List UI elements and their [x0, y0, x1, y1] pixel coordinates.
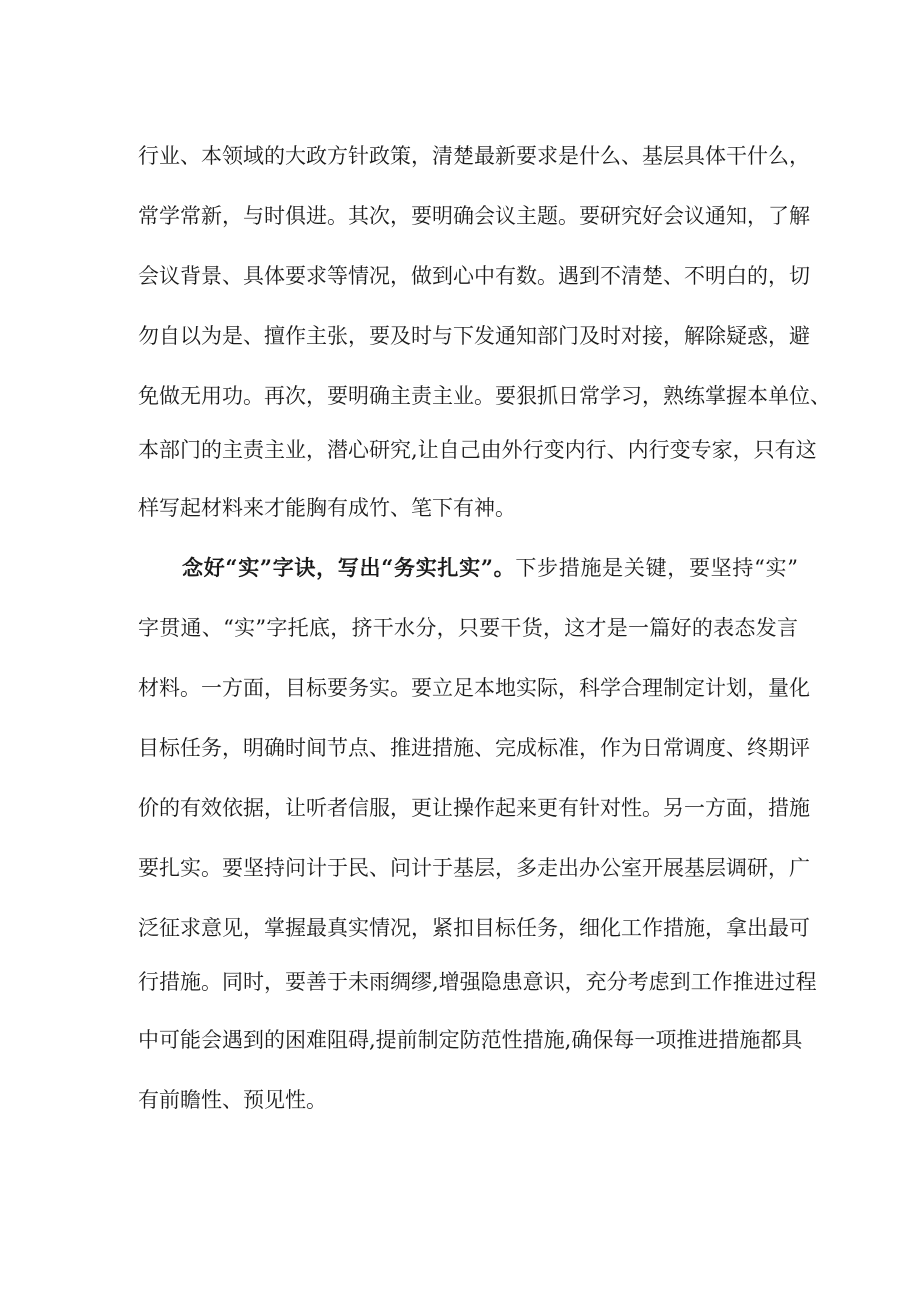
paragraph-1-line-7: 样写起材料来才能胸有成竹、笔下有神。 [138, 496, 516, 520]
paragraph-1-line-5: 免做无用功。再次，要明确主责主业。要狠抓日常学习，熟练掌握本单位、 [138, 384, 831, 408]
paragraph-2-line-5: 价的有效依据，让听者信服，更让操作起来更有针对性。另一方面，措施 [138, 796, 810, 820]
paragraph-1-line-1: 行业、本领域的大政方针政策，清楚最新要求是什么、基层具体干什么， [138, 144, 810, 168]
paragraph-2-line-2: 字贯通、“实”字托底，挤干水分，只要干货，这才是一篇好的表态发言 [138, 616, 798, 640]
paragraph-2-line-6: 要扎实。要坚持问计于民、问计于基层，多走出办公室开展基层调研，广 [138, 856, 810, 880]
paragraph-1-line-3: 会议背景、具体要求等情况，做到心中有数。遇到不清楚、不明白的，切 [138, 264, 810, 288]
paragraph-2-line-1-rest: 下步措施是关键，要坚持“实” [515, 556, 798, 580]
paragraph-2-line-4: 目标任务，明确时间节点、推进措施、完成标准，作为日常调度、终期评 [138, 736, 810, 760]
paragraph-1-line-2: 常学常新，与时俱进。其次，要明确会议主题。要研究好会议通知，了解 [138, 204, 810, 228]
paragraph-2-line-8: 行措施。同时，要善于未雨绸缪,增强隐患意识，充分考虑到工作推进过程 [138, 970, 817, 994]
paragraph-2-line-1 [182, 553, 798, 583]
paragraph-2-lead: 念好“实”字诀，写出“务实扎实”。 [182, 555, 516, 580]
paragraph-2-line-10: 有前瞻性、预见性。 [138, 1088, 327, 1112]
paragraph-2-line-3: 材料。一方面，目标要务实。要立足本地实际，科学合理制定计划，量化 [138, 676, 810, 700]
paragraph-1-line-4: 勿自以为是、擅作主张，要及时与下发通知部门及时对接，解除疑惑，避 [138, 324, 810, 348]
paragraph-2-line-7: 泛征求意见，掌握最真实情况，紧扣目标任务，细化工作措施，拿出最可 [138, 916, 810, 940]
paragraph-2-line-9: 中可能会遇到的困难阻碍,提前制定防范性措施,确保每一项推进措施都具 [138, 1028, 803, 1052]
paragraph-1-line-6: 本部门的主责主业，潜心研究,让自己由外行变内行、内行变专家，只有这 [138, 438, 817, 462]
